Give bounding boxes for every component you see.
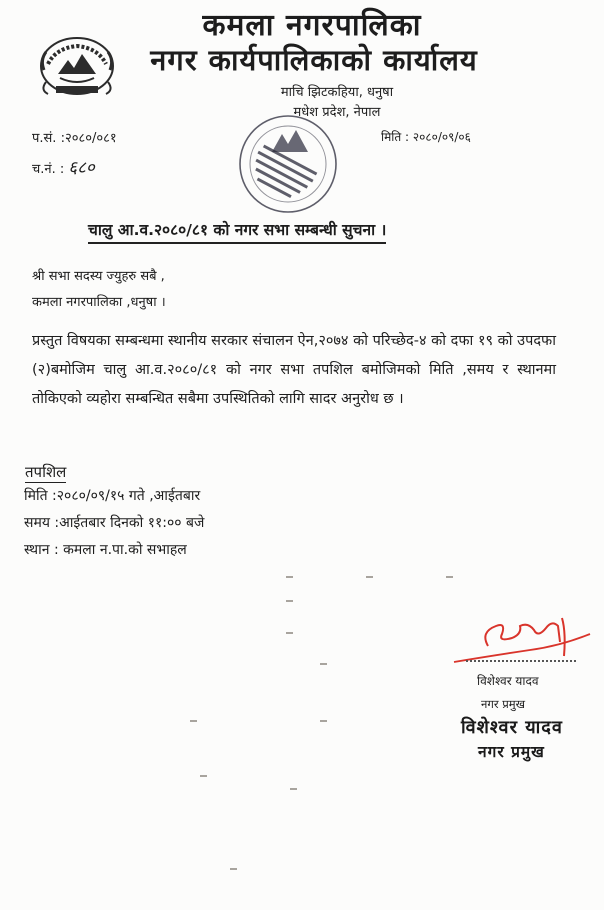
signature-icon — [450, 612, 595, 672]
office-title: कमला नगरपालिका — [202, 8, 422, 43]
signature-line — [466, 660, 576, 662]
paper-speck — [320, 663, 327, 665]
paper-speck — [320, 720, 327, 722]
schedule-time: समय :आईतबार दिनको ११:०० बजे — [24, 515, 205, 531]
paper-speck — [230, 868, 237, 870]
paper-speck — [366, 576, 373, 578]
dispatch-value: ६८० — [68, 158, 95, 178]
signatory-role: नगर प्रमुख — [481, 697, 526, 711]
signatory-name: विशेश्वर यादव — [477, 674, 539, 688]
role-stamp: नगर प्रमुख — [478, 743, 545, 761]
dispatch-label: च.नं. : — [32, 162, 65, 177]
paper-speck — [290, 788, 297, 790]
reference-number: प.सं. :२०८०/०८१ — [32, 131, 117, 146]
letter-date: मिति : २०८०/०९/०६ — [381, 130, 471, 144]
schedule-place: स्थान : कमला न.पा.को सभाहल — [24, 542, 187, 558]
paper-speck — [190, 720, 197, 722]
paper-speck — [286, 632, 293, 634]
subject-line: चालु आ.व.२०८०/८१ को नगर सभा सम्बन्धी सुचना । — [88, 218, 386, 244]
paper-speck — [446, 576, 453, 578]
dispatch-number — [32, 155, 95, 178]
notice-body: प्रस्तुत विषयका सम्बन्धमा स्थानीय सरकार संचालन ऐन,२०७४ को परिच्छेद-४ को दफा १९ को उपदफा (२)बमोजिम चालु आ.व.२०८०/८१ को नगर सभा तपशिल बमोजिमको मिति ,समय र स्थानमा तोकिएको व्यहोरा सम्बन्धित सबैमा उपस्थितिको लागि सादर अनुरोध छ । — [32, 333, 556, 407]
office-seal-icon — [236, 112, 340, 216]
name-stamp: विशेश्वर यादव — [461, 717, 563, 738]
addressee-line-1: श्री सभा सदस्य ज्युहरु सबै , — [32, 269, 165, 284]
paper-speck — [200, 775, 207, 777]
addressee-line-2: कमला नगरपालिका ,धनुषा । — [32, 295, 166, 310]
office-subtitle: नगर कार्यपालिकाको कार्यालय — [150, 43, 478, 77]
paper-speck — [286, 600, 293, 602]
schedule-heading: तपशिल — [25, 463, 67, 481]
office-address: माचि झिटकहिया, धनुषा — [280, 85, 394, 100]
paper-speck — [286, 576, 293, 578]
schedule-date: मिति :२०८०/०९/१५ गते ,आईतबार — [24, 488, 201, 504]
office-province: मधेश प्रदेश, नेपाल — [293, 105, 381, 120]
